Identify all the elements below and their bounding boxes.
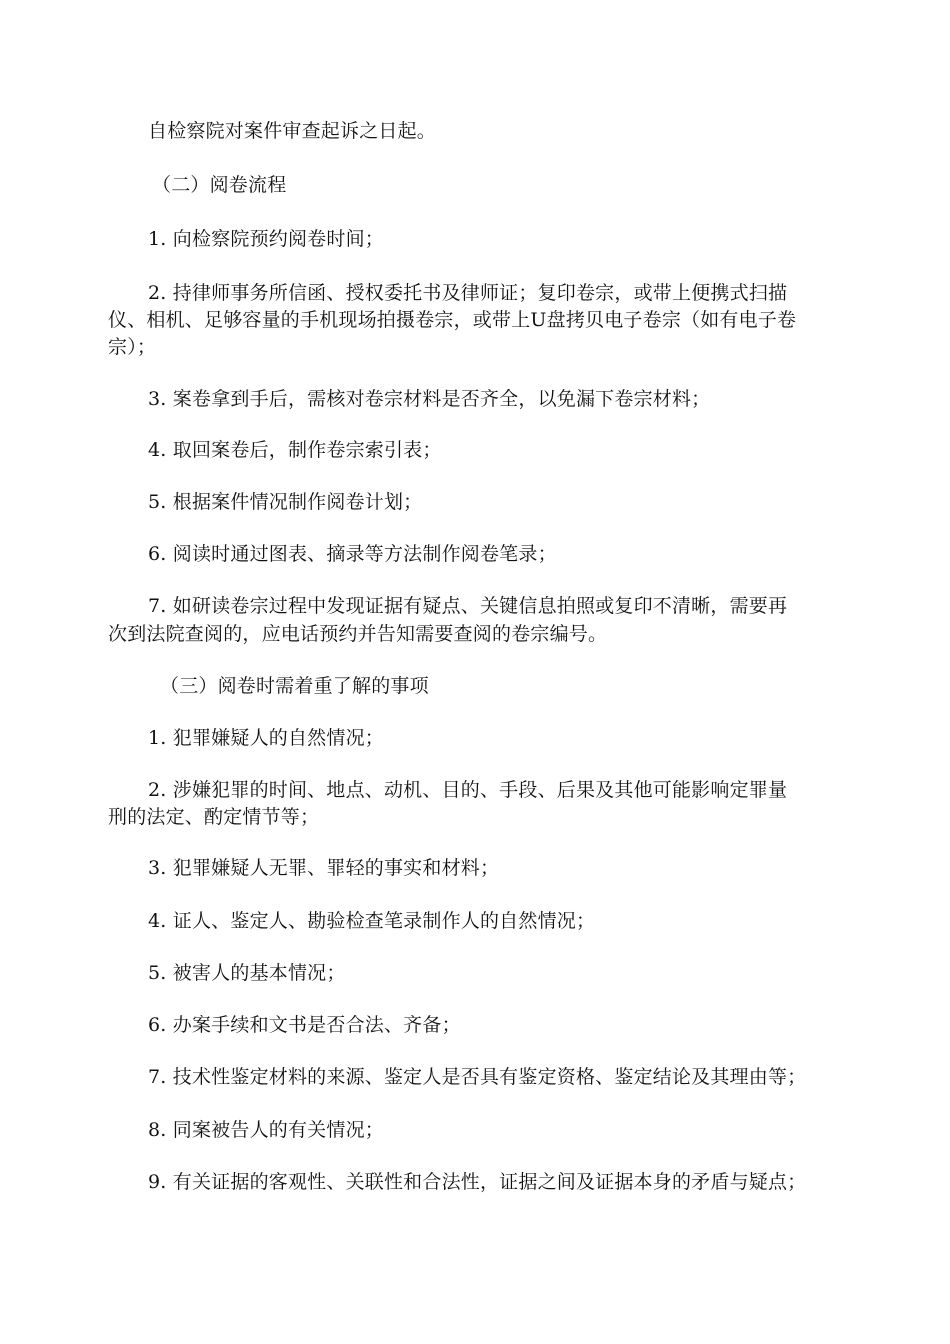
list-item: 4. 取回案卷后，制作卷宗索引表； <box>148 439 442 461</box>
section-heading: （二）阅卷流程 <box>152 174 287 196</box>
text-line: 次到法院查阅的，应电话预约并告知需要查阅的卷宗编号。 <box>108 623 608 645</box>
list-item: 9. 有关证据的客观性、关联性和合法性，证据之间及证据本身的矛盾与疑点； <box>148 1171 807 1193</box>
list-item: 1. 向检察院预约阅卷时间； <box>148 228 384 250</box>
text-line: 刑的法定、酌定情节等； <box>108 806 320 828</box>
list-item: 6. 办案手续和文书是否合法、齐备； <box>148 1014 461 1036</box>
list-item: 4. 证人、鉴定人、勘验检查笔录制作人的自然情况； <box>148 910 596 932</box>
list-item: 2. 持律师事务所信函、授权委托书及律师证；复印卷宗，或带上便携式扫描 <box>148 282 788 304</box>
list-item: 5. 被害人的基本情况； <box>148 962 346 984</box>
text-line: 宗）； <box>108 336 157 358</box>
list-item: 1. 犯罪嫌疑人的自然情况； <box>148 727 384 749</box>
list-item: 7. 如研读卷宗过程中发现证据有疑点、关键信息拍照或复印不清晰，需要再 <box>148 595 788 617</box>
list-item: 5. 根据案件情况制作阅卷计划； <box>148 491 423 513</box>
list-item: 7. 技术性鉴定材料的来源、鉴定人是否具有鉴定资格、鉴定结论及其理由等； <box>148 1066 807 1088</box>
list-item: 6. 阅读时通过图表、摘录等方法制作阅卷笔录； <box>148 543 557 565</box>
section-heading: （三）阅卷时需着重了解的事项 <box>160 675 429 697</box>
text-line: 自检察院对案件审查起诉之日起。 <box>148 120 437 142</box>
list-item: 8. 同案被告人的有关情况； <box>148 1119 384 1141</box>
text-line: 仪、相机、足够容量的手机现场拍摄卷宗，或带上U盘拷贝电子卷宗（如有电子卷 <box>108 309 797 331</box>
list-item: 2. 涉嫌犯罪的时间、地点、动机、目的、手段、后果及其他可能影响定罪量 <box>148 779 788 801</box>
list-item: 3. 案卷拿到手后，需核对卷宗材料是否齐全，以免漏下卷宗材料； <box>148 388 711 410</box>
list-item: 3. 犯罪嫌疑人无罪、罪轻的事实和材料； <box>148 857 500 879</box>
